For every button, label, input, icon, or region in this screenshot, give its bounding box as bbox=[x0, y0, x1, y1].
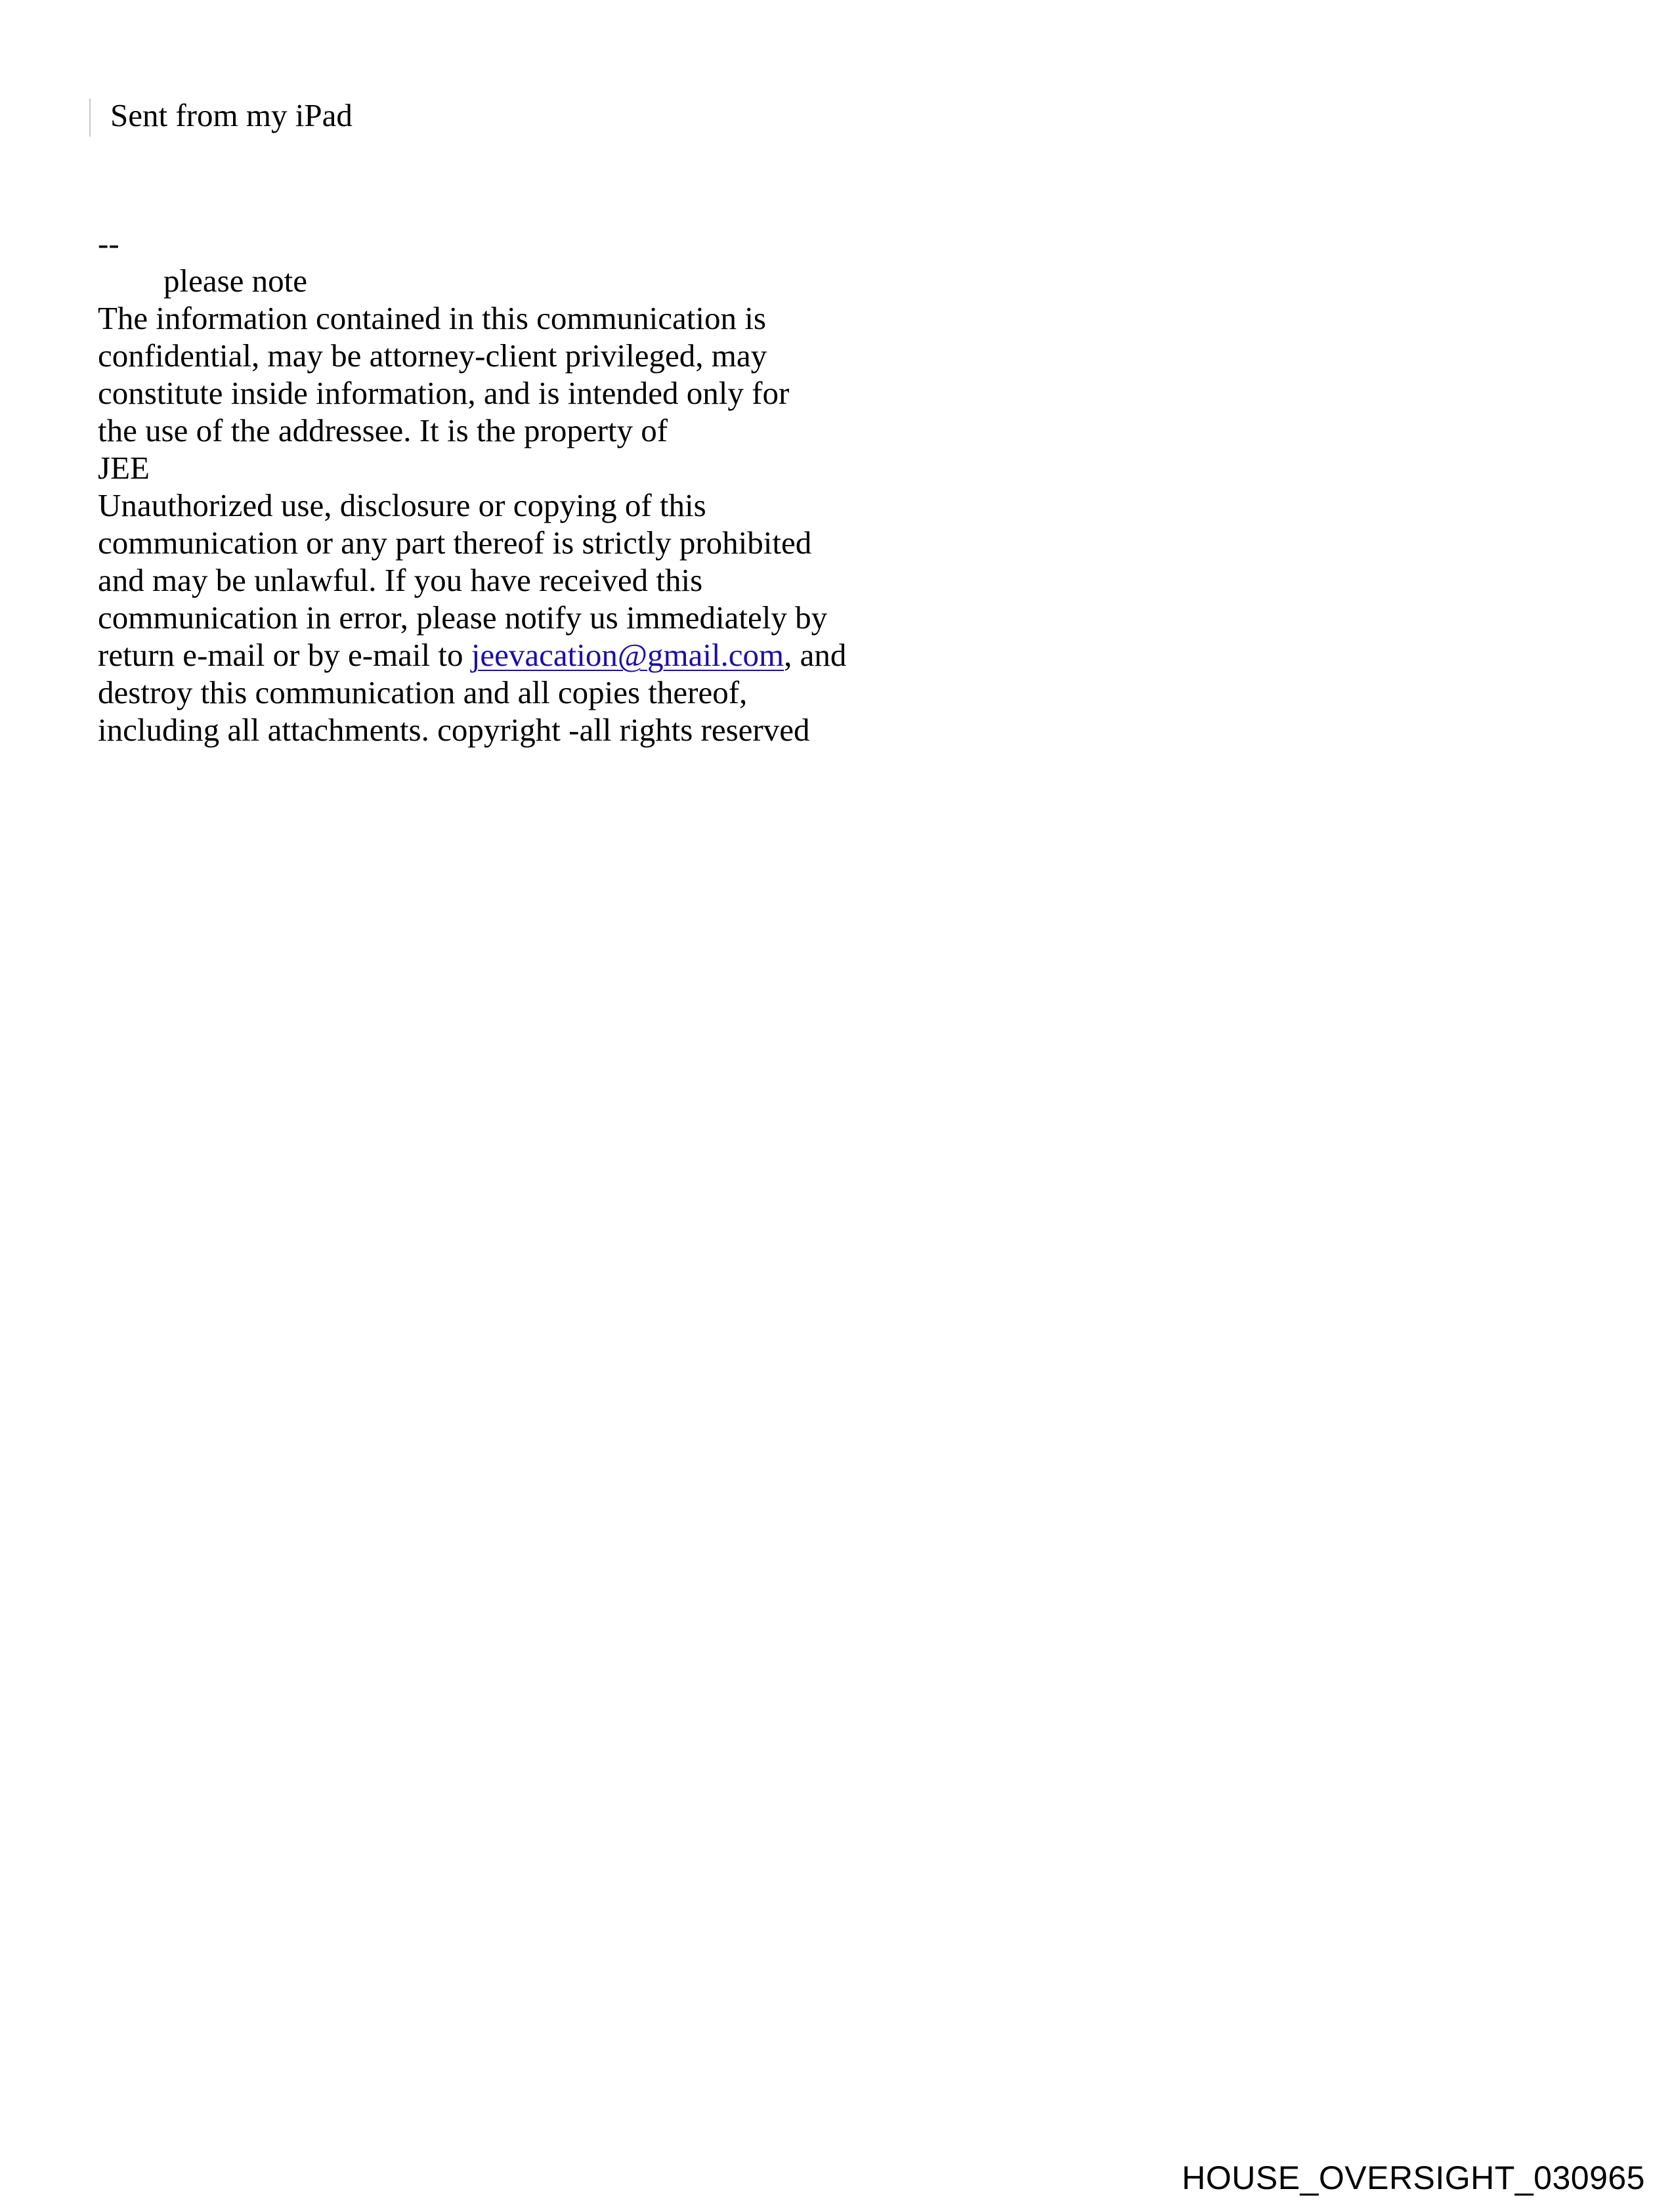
return-email-suffix: , and bbox=[784, 637, 847, 673]
disclaimer-line: confidential, may be attorney-client privileged, may bbox=[98, 337, 767, 374]
notice-heading: please note bbox=[163, 263, 308, 299]
return-email-text: return e-mail or by e-mail to bbox=[98, 637, 471, 673]
disclaimer-line: communication in error, please notify us immediately by bbox=[98, 599, 828, 636]
disclaimer-line: communication or any part thereof is strictly prohibited bbox=[98, 525, 812, 561]
disclaimer-line: the use of the addressee. It is the property of bbox=[98, 412, 668, 448]
disclaimer-line: Unauthorized use, disclosure or copying of this bbox=[98, 487, 706, 523]
disclaimer-line: and may be unlawful. If you have received this bbox=[98, 562, 703, 598]
return-email-line bbox=[98, 636, 846, 674]
disclaimer-line: constitute inside information, and is intended only for bbox=[98, 375, 790, 411]
disclaimer-line: The information contained in this communication is bbox=[98, 300, 766, 336]
closing-line: destroy this communication and all copies thereof, bbox=[98, 674, 748, 710]
closing-line: including all attachments. copyright -all rights reserved bbox=[98, 712, 810, 748]
signature-separator: -- bbox=[98, 225, 119, 261]
document-id: HOUSE_OVERSIGHT_030965 bbox=[1182, 2159, 1645, 2196]
email-link[interactable]: jeevacation@gmail.com bbox=[471, 637, 784, 673]
signature-block bbox=[98, 225, 846, 748]
disclaimer-line: JEE bbox=[98, 450, 150, 486]
quote-bar bbox=[89, 98, 91, 137]
sent-from-line: Sent from my iPad bbox=[110, 97, 353, 133]
